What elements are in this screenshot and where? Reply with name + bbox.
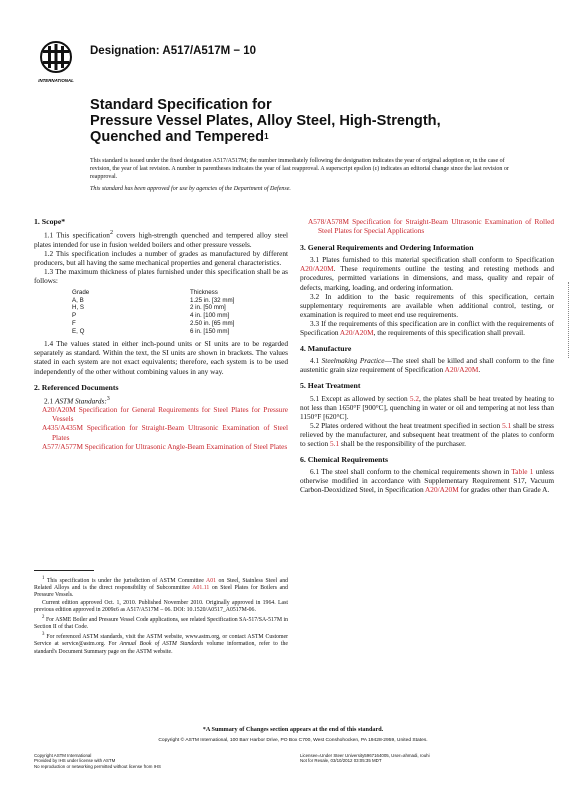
fn3-italic: Annual Book of ASTM Standards bbox=[119, 641, 204, 648]
table-header-row bbox=[72, 289, 234, 297]
grade-cell: P bbox=[72, 312, 77, 320]
chemical-6-1 bbox=[300, 467, 554, 494]
summary-note: *A Summary of Changes section appears at the end of this standard. bbox=[202, 726, 384, 733]
footnote-rule bbox=[34, 570, 94, 571]
general-3-1 bbox=[300, 255, 554, 291]
manufacture-heading: 4. Manufacture bbox=[300, 344, 352, 354]
g33-b: , the requirements of this specification shall prevail. bbox=[373, 328, 525, 338]
thickness-cell: 2.50 in. [65 mm] bbox=[190, 319, 235, 327]
fn3-mark: 3 bbox=[42, 632, 45, 638]
logo-text: INTERNATIONAL bbox=[38, 78, 74, 83]
h52-c: shall be the responsibility of the purchaser. bbox=[339, 438, 466, 448]
scope-1-4: 1.4 The values stated in either inch-pound units or SI units are to be regarded separately as standard. Within the text, the SI units are shown in brackets. The values stated in each system are not exact equivalents; therefore, each system is to be used independently of the other without combining values in any way. bbox=[34, 339, 288, 376]
ref-a20-title[interactable]: Specification for General Requirements for Steel Plates for Pressure Vessels bbox=[52, 405, 288, 424]
fn1-a: This specification is under the jurisdiction of ASTM Committee bbox=[44, 577, 207, 584]
footnote-2 bbox=[34, 614, 288, 631]
grade-cell: F bbox=[72, 319, 76, 327]
thickness-cell: 6 in. [150 mm] bbox=[190, 327, 230, 335]
notice-text: This standard is issued under the fixed designation A517/A517M; the number immediately following the designation indicates the year of original adoption or, in the case of revision, the year of last revision. A number in parentheses indicates the year of last reapproval. A superscript epsilon (ε) indicates an editorial change since the last revision or reapproval. bbox=[90, 158, 509, 181]
table-row bbox=[72, 312, 234, 320]
link-section-5-1[interactable]: 5.1 bbox=[330, 438, 340, 448]
m41-a: 4.1 bbox=[310, 356, 322, 366]
astm-logo bbox=[38, 40, 74, 86]
fn1-c: on Steel Plates for Boilers and Pressure Vessels. bbox=[34, 585, 288, 599]
scope-1-1-a: 1.1 This specification bbox=[44, 230, 110, 240]
footnote-3 bbox=[34, 631, 288, 656]
h51-a: 5.1 Except as allowed by section bbox=[310, 393, 410, 403]
title-line-1: Standard Specification for bbox=[90, 97, 272, 113]
copyright-line: Copyright © ASTM International, 100 Barr Harbor Drive, PO Box C700, West Conshohocken, PA 19428-2959, United States. bbox=[158, 738, 428, 743]
ref-entry-a435 bbox=[34, 423, 288, 441]
table-row bbox=[72, 304, 234, 312]
scope-heading: 1. Scope* bbox=[34, 217, 66, 226]
g33-a: 3.3 If the requirements of this specification are in conflict with the requirements of Specification bbox=[300, 318, 554, 338]
license-right-line: Licensee=Under Steer University5967164005, User=ahmadi, rouhi bbox=[300, 753, 430, 758]
grade-cell: A, B bbox=[72, 296, 84, 304]
m41-c: . bbox=[478, 365, 481, 375]
license-right-line: Not for Resale, 03/10/2012 03:05:35 MDT bbox=[300, 758, 382, 764]
title-line-3 bbox=[90, 129, 490, 145]
link-a435[interactable]: A435/A435M bbox=[42, 423, 83, 433]
ref-a578-title[interactable]: Specification for Straight-Beam Ultrasonic Examination of Rolled Steel Plates for Special Applications bbox=[318, 217, 554, 236]
ref-a435-title[interactable]: Specification for Straight-Beam Ultrasonic Examination of Steel Plates bbox=[52, 423, 288, 442]
referenced-heading: 2. Referenced Documents bbox=[34, 382, 119, 392]
table-header-thickness: Thickness bbox=[190, 289, 218, 297]
ref-astm-standards: ASTM Standards: bbox=[54, 396, 107, 406]
footnote-3-mark: 3 bbox=[106, 395, 110, 402]
designation: Designation: A517/A517M − 10 bbox=[90, 45, 257, 57]
ref-entry-a578 bbox=[300, 217, 554, 235]
h52-a: 5.2 Plates ordered without the heat treatment specified in section bbox=[310, 420, 503, 430]
link-section-5-2[interactable]: 5.2 bbox=[409, 393, 420, 403]
heat-treatment-heading: 5. Heat Treatment bbox=[300, 381, 361, 391]
title-line-2: Pressure Vessel Plates, Alloy Steel, High-Strength, bbox=[90, 113, 441, 129]
fn1-mark: 1 bbox=[42, 576, 45, 581]
link-table-1[interactable]: Table 1 bbox=[511, 467, 534, 477]
fn2-mark: 2 bbox=[42, 614, 45, 620]
manufacture-4-1 bbox=[300, 356, 554, 374]
license-left-line: Copyright ASTM International bbox=[34, 753, 92, 758]
ref-entry-a577 bbox=[34, 442, 288, 451]
thickness-cell: 2 in. [50 mm] bbox=[190, 304, 226, 312]
table-row bbox=[72, 328, 234, 336]
dod-notice: This standard has been approved for use by agencies of the Department of Defense. bbox=[90, 185, 291, 192]
footnote-2-mark: 2 bbox=[109, 230, 113, 237]
g31-a: 3.1 Plates furnished to this material specification shall conform to Specification bbox=[310, 255, 554, 265]
general-3-2: 3.2 In addition to the basic requirements of this specification, certain supplementary requirements are available when additional control, testing, or examination is required to meet end use requirements. bbox=[300, 291, 554, 319]
ref-2-1: 2.1 bbox=[44, 396, 55, 406]
link-a20[interactable]: A20/A20M bbox=[42, 405, 76, 415]
chemical-heading: 6. Chemical Requirements bbox=[300, 455, 388, 465]
fn3-b: volume information, refer to the standard's Document Summary page on the ASTM website. bbox=[34, 641, 288, 655]
astm-standards-line bbox=[34, 395, 288, 406]
license-left-line: Provided by IHS under license with ASTM bbox=[34, 758, 116, 764]
grade-thickness-table bbox=[72, 289, 234, 335]
right-column bbox=[300, 217, 554, 494]
document-title bbox=[90, 97, 490, 145]
c61-b: unless otherwise modified in accordance with Supplementary Requirement S17, Vacuum Carbon-Deoxidized Steel, in Specification bbox=[300, 467, 555, 495]
link-a20[interactable]: A20/A20M bbox=[339, 328, 374, 338]
c61-a: 6.1 The steel shall conform to the chemical requirements shown in bbox=[310, 467, 512, 477]
scope-1-3: 1.3 The maximum thickness of plates furnished under this specification shall be as follows: bbox=[34, 266, 288, 285]
table-header-grade: Grade bbox=[72, 289, 90, 297]
h52-b: shall be stress relieved by the manufacturer, and subsequent heat treatment of the plates to conform to section bbox=[300, 420, 554, 448]
margin-watermark bbox=[568, 282, 573, 358]
fn1-b: on Steel, Stainless Steel and Related Alloys and is the direct responsibility of Subcommittee bbox=[34, 577, 289, 592]
title-footnote-mark: 1 bbox=[264, 132, 269, 141]
scope-1-1 bbox=[34, 229, 288, 249]
footnote-1 bbox=[34, 575, 288, 600]
heat-5-2 bbox=[300, 421, 554, 448]
g31-b: . These requirements outline the testing and retesting methods and procedures, permitted variations in dimensions, and mass, quality and repair of defects, marking, loading, and ordering information. bbox=[300, 264, 554, 292]
ref-entry-a20 bbox=[34, 405, 288, 423]
table-row bbox=[72, 297, 234, 305]
thickness-cell: 1.25 in. [32 mm] bbox=[190, 296, 235, 304]
footnotes bbox=[34, 575, 288, 656]
left-column bbox=[34, 217, 288, 451]
license-left-line: No reproduction or networking permitted without license from IHS bbox=[34, 763, 161, 769]
general-heading: 3. General Requirements and Ordering Information bbox=[300, 243, 474, 253]
thickness-cell: 4 in. [100 mm] bbox=[190, 312, 230, 320]
general-3-3 bbox=[300, 319, 554, 337]
grade-cell: H, S bbox=[72, 304, 85, 312]
standard-notice bbox=[90, 157, 510, 193]
link-subcommittee-a01-11[interactable]: A01.11 bbox=[192, 585, 210, 592]
link-committee-a01[interactable]: A01 bbox=[206, 577, 217, 584]
fn3-a: For referenced ASTM standards, visit the ASTM website, www.astm.org, or contact ASTM Customer Service at service@astm.org. For bbox=[34, 634, 288, 648]
grade-cell: E, Q bbox=[72, 327, 85, 335]
m41-b: —The steel shall be killed and shall conform to the fine austenitic grain size requirement of Specification bbox=[300, 356, 554, 375]
license-right bbox=[300, 753, 430, 764]
link-a20[interactable]: A20/A20M bbox=[444, 365, 479, 375]
license-left bbox=[34, 753, 161, 769]
footnote-1-edition: Current edition approved Oct. 1, 2010. Published November 2010. Originally approved in 1964. Last previous edition approved in 2009ε6 as A517/A517M – 06. DOI: 10.1520/A0517_A0517M-06. bbox=[34, 599, 288, 613]
link-a20[interactable]: A20/A20M bbox=[425, 485, 459, 495]
c61-c: for grades other than Grade A. bbox=[458, 485, 550, 495]
scope-1-2: 1.2 This specification includes a number of grades as manufactured by different producers, but all having the same mechanical properties and general characteristics. bbox=[34, 248, 288, 267]
fn2-text: For ASME Boiler and Pressure Vessel Code applications, see related Specification SA-517/SA-517M in Section II of that Code. bbox=[34, 616, 288, 631]
ref-a577-title[interactable]: Specification for Ultrasonic Angle-Beam Examination of Steel Plates bbox=[82, 441, 288, 451]
title-line-3-text: Quenched and Tempered bbox=[90, 129, 265, 145]
link-a20[interactable]: A20/A20M bbox=[300, 264, 334, 274]
table-row bbox=[72, 320, 234, 328]
h51-b: , the plates shall be heat treated by heating to not less than 1650°F [900°C], quenching in water or oil and tempering at not less than 1150°F [620°C]. bbox=[300, 393, 554, 421]
m41-italic: Steelmaking Practice bbox=[321, 356, 385, 366]
scope-1-1-b: covers high-strength quenched and tempered alloy steel plates intended for use in fusion welded boilers and other pressure vessels. bbox=[34, 230, 289, 249]
link-a577[interactable]: A577/A577M bbox=[42, 441, 83, 451]
heat-5-1 bbox=[300, 394, 554, 421]
link-section-5-1[interactable]: 5.1 bbox=[502, 420, 512, 430]
link-a578[interactable]: A578/A578M bbox=[308, 217, 349, 226]
